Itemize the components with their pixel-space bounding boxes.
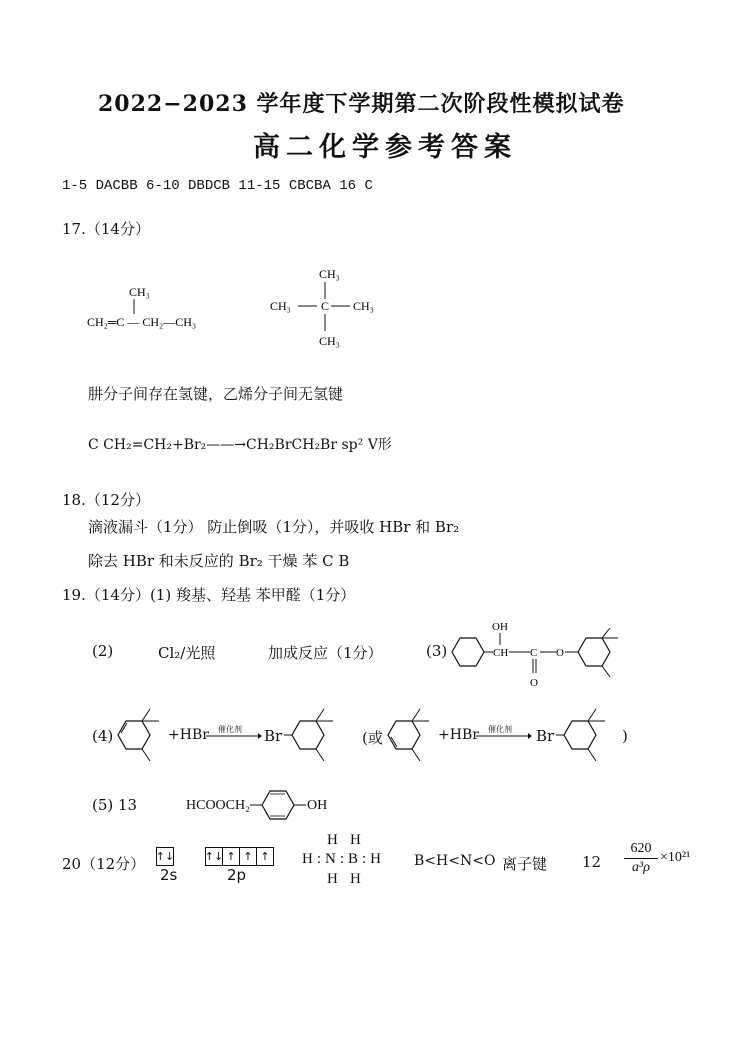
orbital-2p-4: ↑ (260, 850, 270, 863)
q19-p4-product-2 (556, 700, 616, 770)
p3-oh: OH (492, 621, 508, 633)
s2-top: CH₃ (319, 267, 340, 281)
q19-p3-structure (448, 616, 638, 692)
q18-line-2: 除去 HBr 和未反应的 Br₂ 干燥 苯 C B (88, 552, 350, 570)
orbital-2p-2: ↑ (223, 848, 240, 865)
mc-answers: 1-5 DACBB 6-10 DBDCB 11-15 CBCBA 16 C (62, 178, 373, 194)
q17-structure-1 (85, 278, 245, 338)
q19-p4-label: (4) (92, 727, 114, 745)
lewis-structure (300, 832, 400, 892)
q18-heading: 18.（12分） (62, 491, 150, 509)
q19-p3-label: (3) (426, 642, 448, 660)
q20-heading: 20（12分） (62, 855, 146, 873)
q17-heading: 17.（14分） (62, 220, 150, 238)
s2-bottom: CH₃ (319, 334, 340, 348)
q19-p4-br-1: Br (264, 727, 283, 745)
q19-p4-reactant-2 (382, 700, 442, 770)
q19-p5-formula: HCOOCH₂ (186, 798, 250, 813)
orbital-2p-box (205, 847, 274, 866)
q18-line-1: 滴液漏斗（1分） 防止倒吸（1分），并吸收 HBr 和 Br₂ (88, 518, 460, 536)
q20-times: ×10²¹ (660, 850, 691, 865)
p3-c: C (530, 647, 538, 659)
lewis-h-bottom-2: H (350, 871, 361, 887)
q19-p2-type: 加成反应（1分） (268, 644, 383, 662)
orbital-2p-label: 2p (227, 866, 247, 884)
q20-frac-num: 620 (624, 840, 658, 859)
q19-p4-hbr-2: +HBr (438, 727, 479, 743)
q19-p4-catalyst-1: 催化剂 (218, 725, 242, 734)
q19-p2-label: (2) (92, 642, 114, 660)
s2-right: CH₃ (353, 299, 374, 313)
lewis-h-top-2: H (350, 832, 361, 848)
lewis-row: H:N:B:H (302, 851, 386, 867)
q17-line-2: C CH₂=CH₂+Br₂——→CH₂BrCH₂Br sp² V形 (88, 437, 392, 453)
p3-ch: CH (493, 647, 509, 659)
q20-fraction (624, 840, 658, 877)
lewis-h-bottom-1: H (327, 871, 338, 887)
p3-o-ester: O (556, 647, 564, 659)
q19-p4-reactant-1 (112, 700, 172, 770)
title-line-2: 高二化学参考答案 (253, 132, 517, 163)
s2-left: CH₃ (270, 299, 291, 313)
orbital-2p-3: ↑ (240, 848, 257, 865)
q19-p4-or: (或 (362, 729, 383, 747)
s1-ch3: CH₃ (129, 285, 150, 299)
q17-structure-2 (268, 262, 388, 354)
q19-p4-product-1 (284, 700, 344, 770)
orbital-2s-box (156, 847, 174, 866)
orbital-2s-1: ↑↓ (155, 850, 175, 863)
q19-p2-reagent: Cl₂/光照 (158, 644, 216, 662)
orbital-2p-1: ↑↓ (204, 850, 224, 863)
q19-p4-close: ) (622, 727, 628, 745)
title-line-1: 2022−2023 学年度下学期第二次阶段性模拟试卷 (98, 91, 625, 117)
p3-o-carbonyl: O (530, 677, 538, 689)
q19-p5-oh: OH (307, 798, 328, 813)
q19-p4-br-2: Br (536, 727, 555, 745)
q20-frac-den: a³ρ (632, 860, 650, 875)
q20-order: B<H<N<O (414, 853, 496, 869)
q19-p4-hbr-1: +HBr (168, 727, 209, 743)
orbital-2s-label: 2s (160, 866, 178, 884)
q19-p4-catalyst-2: 催化剂 (488, 725, 512, 734)
s2-center: C (321, 299, 330, 313)
q17-line-1: 肼分子间存在氢键，乙烯分子间无氢键 (88, 385, 344, 403)
s1-main: CH₂═C — CH₂—CH₃ (87, 315, 197, 329)
q20-coord: 12 (582, 853, 602, 871)
q19-p5-label: (5) 13 (92, 796, 138, 814)
q20-bond: 离子键 (502, 855, 548, 873)
q19-line-1: 19.（14分）(1) 羧基、羟基 苯甲醛（1分） (62, 586, 356, 604)
lewis-h-top-1: H (327, 832, 338, 848)
